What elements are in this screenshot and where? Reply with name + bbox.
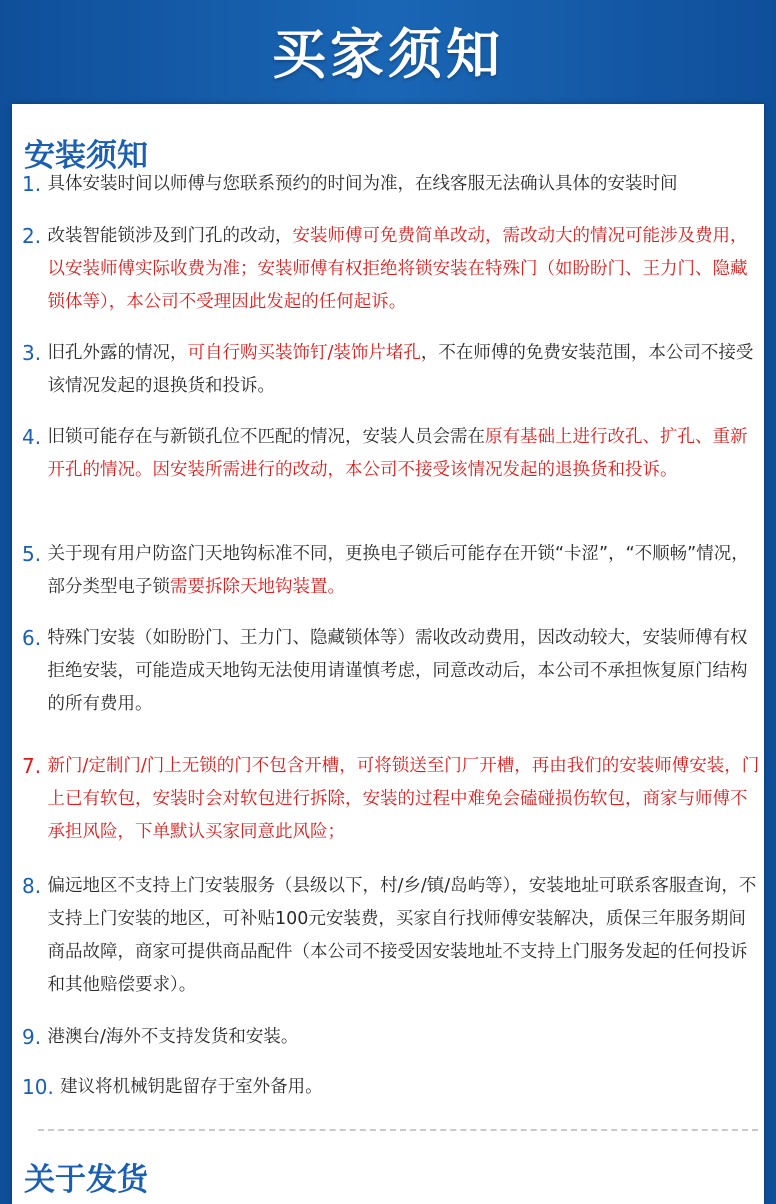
install-item-4 [22,421,762,487]
item-text [60,1071,762,1104]
item-text-segment: 港澳台/海外不支持发货和安装。 [47,1027,299,1047]
highlighted-text: 可自行购买装饰钉/装饰片堵孔 [187,343,421,363]
page-title: 买家须知 [272,22,504,86]
install-item-5 [22,538,762,604]
install-item-9 [22,1021,762,1054]
section-divider [38,1129,758,1131]
item-number: 1. [22,172,48,196]
item-number: 10. [22,1075,61,1099]
item-number: 2. [22,224,48,248]
item-number: 4. [22,425,48,449]
item-text-segment: ，不在师傅的免费安装范围，本公司不接受该情况发起的退换货和投诉。 [47,343,754,396]
item-text [47,337,762,403]
item-text-segment: 特殊门安装（如盼盼门、王力门、隐藏锁体等）需收改动费用，因改动较大，安装师傅有权拒绝安装，可能造成天地钩无法使用请谨慎考虑，同意改动后，本公司不承担恢复原门结构的所有费用。 [47,628,748,714]
install-item-3 [22,337,762,403]
item-number: 8. [22,874,48,898]
item-number: 5. [22,542,48,566]
item-text [47,168,762,201]
item-text-segment: 旧锁可能存在与新锁孔位不匹配的情况，安装人员会需在 [47,427,485,447]
shipping-section-title: 关于发货 [24,1162,148,1198]
install-item-8 [22,870,762,1002]
item-number: 7. [22,754,48,778]
item-text [47,538,762,604]
item-text [47,870,762,1002]
install-section-title: 安装须知 [24,138,148,174]
install-item-6 [22,622,762,721]
item-text [47,1021,762,1054]
highlighted-text: 需要拆除天地钩装置。 [169,577,345,597]
item-number: 3. [22,341,48,365]
item-text-segment: 具体安装时间以师傅与您联系预约的时间为准，在线客服无法确认具体的安装时间 [47,174,678,194]
item-text-segment: 旧孔外露的情况， [47,343,188,363]
install-item-7 [22,750,762,849]
item-text [47,220,762,319]
item-text [47,421,762,487]
install-item-10 [22,1071,762,1104]
item-text-segment: 关于现有用户防盗门天地钩标准不同，更换电子锁后可能存在开锁“卡涩”，“不顺畅”情况，部分类型电子锁 [47,544,749,597]
item-text-segment: 偏远地区不支持上门安装服务（县级以下，村/乡/镇/岛屿等），安装地址可联系客服查询，不支持上门安装的地区，可补贴100元安装费，买家自行找师傅安装解决，质保三年服务期间商品故障，商家可提供商品配件（本公司不接受因安装地址不支持上门服务发起的任何投诉和其他赔偿要求）。 [47,876,757,995]
install-item-1 [22,168,762,201]
highlighted-text: 新门/定制门/门上无锁的门不包含开槽，可将锁送至门厂开槽，再由我们的安装师傅安装，门上已有软包，安装时会对软包进行拆除，安装的过程中难免会磕碰损伤软包，商家与师傅不承担风险，下单默认买家同意此风险； [47,756,760,842]
highlighted-text: 安装师傅可免费简单改动，需改动大的情况可能涉及费用，以安装师傅实际收费为准；安装师傅有权拒绝将锁安装在特殊门（如盼盼门、王力门、隐藏锁体等），本公司不受理因此发起的任何起诉。 [47,226,748,312]
item-text [47,750,762,849]
notice-panel [12,104,764,1204]
item-text-segment: 建议将机械钥匙留存于室外备用。 [60,1077,323,1097]
header-banner [0,0,776,100]
highlighted-text: 原有基础上进行改孔、扩孔、重新开孔的情况。因安装所需进行的改动，本公司不接受该情况发起的退换货和投诉。 [47,427,748,480]
item-number: 9. [22,1025,48,1049]
item-text-segment: 改装智能锁涉及到门孔的改动， [47,226,293,246]
item-number: 6. [22,626,48,650]
item-text [47,622,762,721]
install-item-2 [22,220,762,319]
